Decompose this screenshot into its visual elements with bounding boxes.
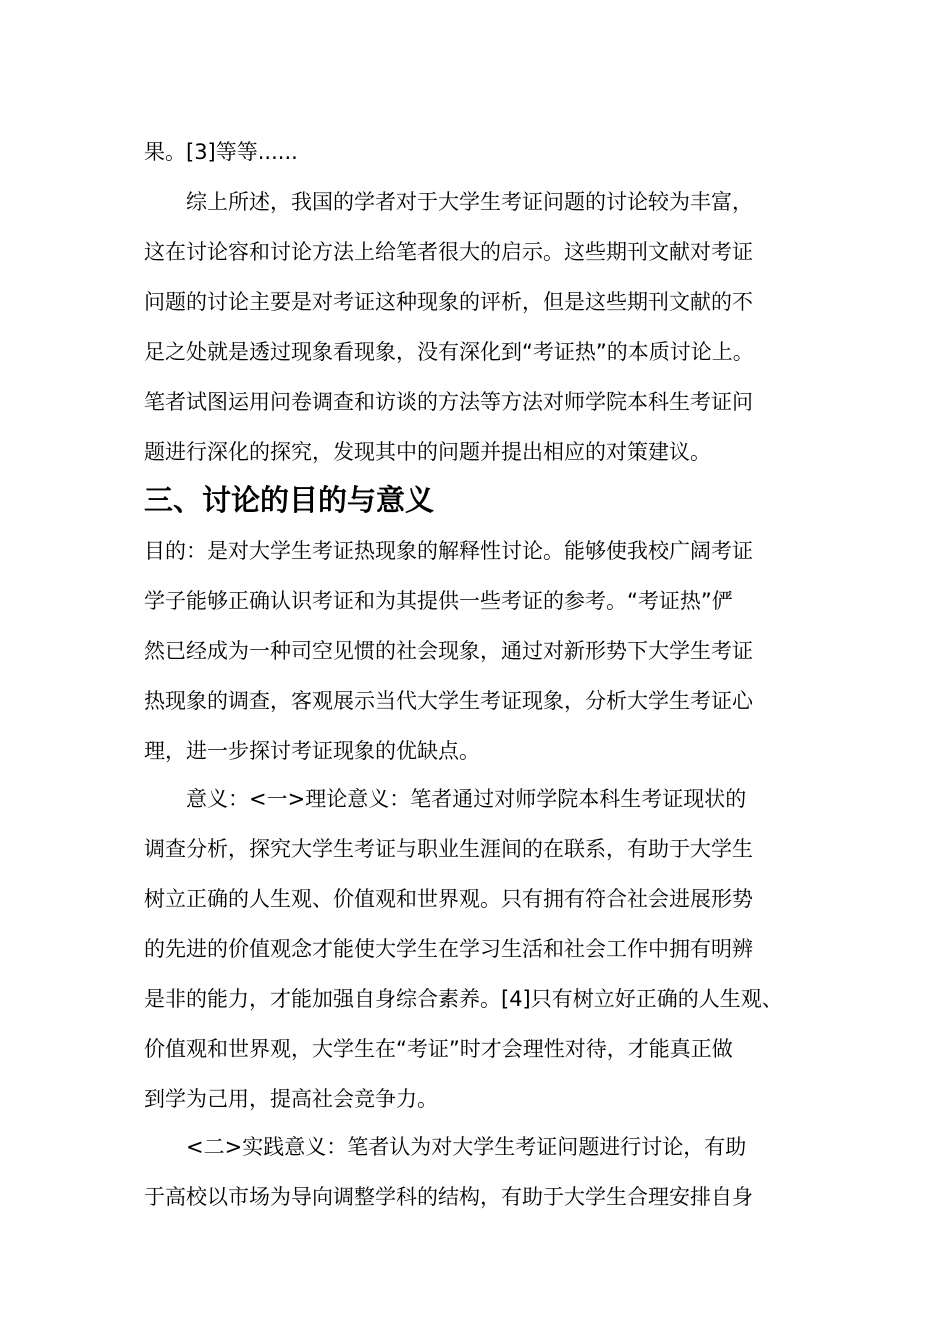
text-line: 足之处就是透过现象看现象，没有深化到“考证热”的本质讨论上。 <box>144 340 754 364</box>
section-heading: 三、讨论的目的与意义 <box>144 483 435 517</box>
text-line: 价值观和世界观，大学生在“考证”时才会理性对待，才能真正做 <box>144 1037 733 1061</box>
text-line: 学子能够正确认识考证和为其提供一些考证的参考。“考证热”俨 <box>144 589 733 613</box>
text-line: 意义：<一>理论意义：笔者通过对师学院本科生考证现状的 <box>186 787 747 811</box>
text-line: 树立正确的人生观、价值观和世界观。只有拥有符合社会进展形势 <box>144 887 753 911</box>
text-line: 果。[3]等等...... <box>144 140 298 164</box>
text-line: <二>实践意义：笔者认为对大学生考证问题进行讨论，有助 <box>186 1135 747 1159</box>
text-line: 于高校以市场为导向调整学科的结构，有助于大学生合理安排自身 <box>144 1185 753 1209</box>
text-line: 的先进的价值观念才能使大学生在学习生活和社会工作中拥有明辨 <box>144 937 753 961</box>
text-line: 热现象的调查，客观展示当代大学生考证现象，分析大学生考证心 <box>144 689 753 713</box>
text-line: 题进行深化的探究，发现其中的问题并提出相应的对策建议。 <box>144 440 711 464</box>
text-line: 然已经成为一种司空见惯的社会现象，通过对新形势下大学生考证 <box>144 639 753 663</box>
text-line: 目的：是对大学生考证热现象的解释性讨论。能够使我校广阔考证 <box>144 539 753 563</box>
text-line: 这在讨论容和讨论方法上给笔者很大的启示。这些期刊文献对考证 <box>144 240 753 264</box>
text-line: 到学为己用，提高社会竞争力。 <box>144 1087 438 1111</box>
text-line: 综上所述，我国的学者对于大学生考证问题的讨论较为丰富， <box>186 190 753 214</box>
text-line: 是非的能力，才能加强自身综合素养。[4]只有树立好正确的人生观、 <box>144 987 783 1011</box>
text-line: 调查分析，探究大学生考证与职业生涯间的在联系，有助于大学生 <box>144 837 753 861</box>
text-line: 理，进一步探讨考证现象的优缺点。 <box>144 739 480 763</box>
text-line: 笔者试图运用问卷调查和访谈的方法等方法对师学院本科生考证问 <box>144 390 753 414</box>
text-line: 问题的讨论主要是对考证这种现象的评析，但是这些期刊文献的不 <box>144 290 753 314</box>
